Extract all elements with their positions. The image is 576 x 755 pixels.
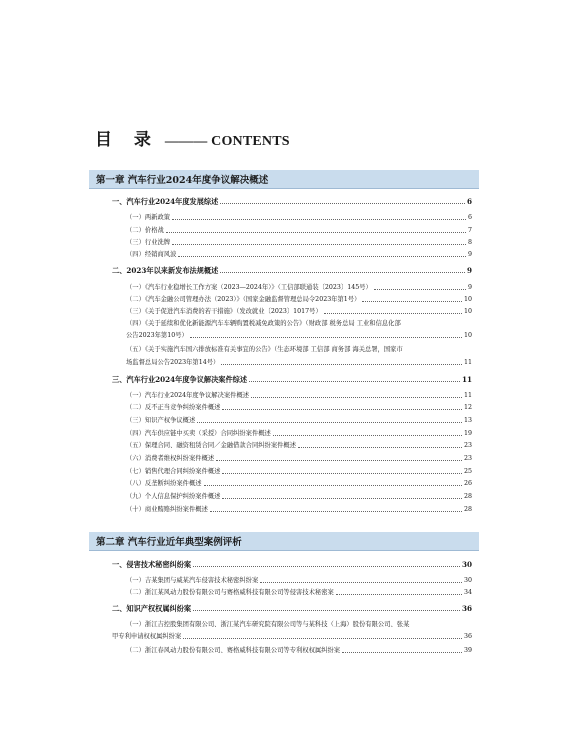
toc-entry[interactable]: （一）汽车行业2024年度争议解决案件概述 11: [126, 392, 472, 399]
toc-entry[interactable]: （二）浙江春风动力股份有限公司、赛格威科技有限公司等专利权权属纠纷案 39: [126, 647, 472, 654]
toc-entry[interactable]: 公告2023年第10号） 10: [126, 332, 472, 339]
toc-entry[interactable]: （二）浙江某风动力股份有限公司与赛格威科技有限公司等侵害技术秘密案 34: [126, 589, 472, 596]
toc-entry[interactable]: （二）反不正当竞争纠纷案件概述 12: [126, 404, 472, 411]
toc-entry[interactable]: （四）经销商风波 9: [126, 251, 472, 258]
toc-entry-2-1[interactable]: 一、侵害技术秘密纠纷案 30: [112, 560, 472, 569]
toc-entry[interactable]: 甲专利申请权权属纠纷案 36: [112, 633, 472, 640]
toc-entry[interactable]: 场监督总局公告2023年第14号） 11: [126, 359, 472, 366]
toc-entry[interactable]: （一）吉某集团与威某汽车侵害技术秘密纠纷案 30: [126, 577, 472, 584]
toc-entry[interactable]: （二）《汽车金融公司管理办法（2023）》（国家金融监督管理总局令2023年第1号） 10: [126, 296, 472, 303]
toc-entry-wrapped-line[interactable]: （一）浙江吉控股集团有限公司、浙江某汽车研究院有限公司等与某科技（上海）股份有限公司、张某: [126, 621, 410, 628]
chapter-2-title: 第二章 汽车行业近年典型案例评析: [96, 537, 242, 548]
toc-entry-wrapped-line[interactable]: （五）《关于实施汽车国六排放标准有关事宜的公告》（生态环境部 工信部 商务部 海关总署，国家市: [126, 346, 403, 353]
toc-entry-1-1[interactable]: 一、汽车行业2024年度发展综述 6: [112, 197, 472, 206]
toc-entry[interactable]: （六）消费者维权纠纷案件概述 23: [126, 455, 472, 462]
toc-entry-wrapped-line[interactable]: （四）《关于延续和优化新能源汽车车辆购置税减免政策的公告》（财政部 税务总局 工业和信息化部: [126, 320, 401, 327]
toc-entry[interactable]: （八）反垄断纠纷案件概述 26: [126, 480, 472, 487]
toc-entry[interactable]: （三）行业洗牌 8: [126, 239, 472, 246]
page-title: [95, 125, 290, 150]
chapter-1-header: [89, 170, 479, 189]
toc-entry[interactable]: （三）知识产权争议概述 13: [126, 417, 472, 424]
toc-entry-1-2[interactable]: 二、2023年以来新发布法规概述 9: [112, 266, 472, 275]
toc-entry[interactable]: （一）《汽车行业稳增长工作方案（2023—2024年）》（工信部联通装〔2023〕145号） 9: [126, 284, 472, 291]
title-chinese: 目 录: [95, 130, 159, 150]
title-english: ——— CONTENTS: [164, 134, 290, 149]
toc-entry-2-2[interactable]: 二、知识产权权属纠纷案 36: [112, 604, 472, 613]
toc-entry[interactable]: （四）汽车供应链中买卖（采授）合同纠纷案件概述 19: [126, 430, 472, 437]
toc-entry[interactable]: （十）商业贿赂纠纷案件概述 28: [126, 506, 472, 513]
toc-entry[interactable]: （三）《关于促进汽车消费的若干措施》（发改就业〔2023〕1017号） 10: [126, 308, 472, 315]
chapter-1-title: 第一章 汽车行业2024年度争议解决概述: [96, 175, 269, 186]
toc-entry[interactable]: （一）两新政策 6: [126, 214, 472, 221]
toc-entry[interactable]: （二）价格战 7: [126, 227, 472, 234]
chapter-2-header: [89, 532, 479, 551]
toc-entry[interactable]: （五）保理合同、融资租赁合同／金融借款合同纠纷案件概述 23: [126, 442, 472, 449]
toc-entry-1-3[interactable]: 三、汽车行业2024年度争议解决案件综述 11: [112, 375, 472, 384]
toc-entry[interactable]: （七）销售代理合同纠纷案件概述 25: [126, 468, 472, 475]
toc-entry[interactable]: （九）个人信息保护纠纷案件概述 28: [126, 493, 472, 500]
